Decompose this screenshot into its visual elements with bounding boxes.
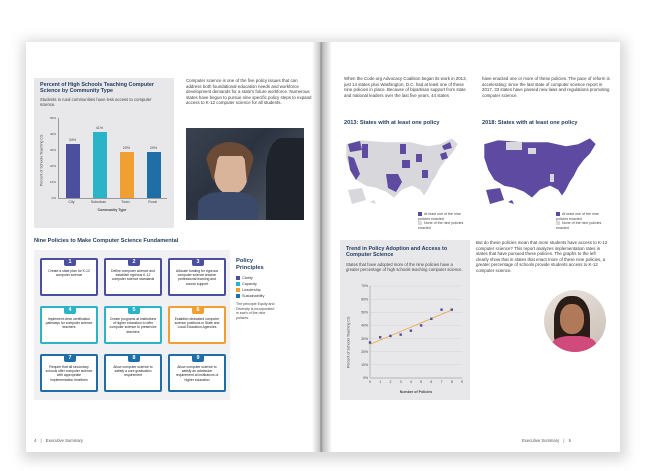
trend-ytick-label: 0% — [363, 376, 368, 381]
trend-line — [370, 310, 452, 344]
bar-category-label: Town — [121, 200, 130, 204]
legend-on-swatch — [556, 212, 560, 216]
state-ak-2013 — [348, 188, 366, 204]
policy-number: 1 — [64, 258, 76, 266]
right-intro-col1: When the Code.org Advocacy Coalition began its work in 2013, just 14 states plus Washington, D.C. had at least one of these nine policies in place. Because of bipartisan support from state and national leaders over the last five years, 44 states — [344, 76, 467, 98]
trend-chart-xlabel: Number of Policies — [399, 390, 433, 394]
map-2018-legend — [556, 212, 602, 230]
trend-point — [451, 308, 453, 310]
bar-ytick-label: 40% — [49, 132, 56, 136]
bar-chart-xaxis — [58, 200, 166, 206]
state-mt-2018 — [506, 142, 522, 150]
bar-ytick-label: 50% — [49, 116, 56, 120]
bar-chart-subtitle: Students in rural communities have less access to computer science. — [40, 97, 152, 108]
bar-value-label: 29% — [149, 145, 158, 150]
policy-card-3 — [168, 258, 226, 296]
trend-xtick-label: 0 — [369, 380, 371, 384]
policy-card-7 — [40, 354, 98, 392]
book-gutter — [312, 42, 332, 452]
trend-xtick-label: 3 — [399, 380, 402, 384]
state-hi-2013 — [370, 200, 376, 204]
principle-label: Sustainability — [242, 294, 265, 298]
policy-number: 8 — [128, 354, 140, 362]
left-footer: 4 | Executive Summary — [34, 438, 84, 443]
trend-chart-ylabel: Percent of Schools Teaching CS — [346, 316, 351, 369]
trend-xtick-label: 7 — [440, 380, 443, 384]
trend-ytick-label: 30% — [361, 336, 368, 341]
policy-text: Define computer science and establish rigorous K-12 computer science standards — [111, 269, 155, 282]
state-ms-2018 — [550, 174, 554, 182]
map-2018-title: 2018: States with at least one policy — [482, 120, 578, 126]
bar-suburban — [93, 132, 107, 198]
bar-rural — [147, 152, 161, 198]
bar-chart-xlabel: Community Type — [97, 208, 127, 212]
girl-face-shape — [560, 304, 584, 334]
trend-point — [379, 336, 381, 338]
bar-chart-title: Percent of High Schools Teaching Computer Science by Community Type — [40, 82, 155, 95]
map-2018 — [478, 130, 598, 212]
trend-xtick-label: 5 — [420, 380, 423, 384]
map-2013-legend-on: At least one of the nine policies enacted — [418, 212, 461, 221]
left-page-number: 4 — [34, 438, 37, 443]
trend-xtick-label: 8 — [450, 380, 453, 384]
trend-chart-subtitle: States that have adopted more of the nine policies have a greater percentage of high schools teaching computer science. — [346, 262, 463, 273]
principle-item — [236, 293, 306, 299]
bar-value-label: 29% — [122, 145, 131, 150]
us-outline-2018 — [484, 138, 596, 198]
bar-city — [66, 144, 80, 198]
trend-xtick-label: 9 — [461, 380, 463, 384]
trend-xtick-label: 2 — [389, 380, 392, 384]
state-mo-2013 — [402, 160, 410, 168]
bar-ytick-label: 0% — [51, 196, 56, 200]
policy-text: Allow computer science to satisfy a core graduation requirement — [113, 365, 153, 378]
student-shirt-shape — [198, 192, 258, 220]
bar-category-label: City — [68, 200, 75, 204]
bar-ytick-label: 10% — [49, 180, 56, 184]
student-photo — [186, 128, 304, 220]
policy-card-8 — [104, 354, 162, 392]
left-intro-text: Computer science is one of the five policy issues that can address both foundational education needs and workforce development demands for a state's future workforce. Numerous states have begun to pursue nine specific policy steps to expand access to K-12 computer science for all students. — [186, 78, 312, 106]
trend-point — [399, 333, 401, 335]
map-2013-legend — [418, 212, 464, 230]
state-ak-2018 — [486, 188, 504, 204]
policy-text: Implement clear certification pathways for computer science teachers — [45, 317, 93, 330]
legend-off-swatch — [418, 221, 422, 225]
bar-value-label: 41% — [95, 126, 104, 131]
policy-number: 5 — [128, 306, 140, 314]
trend-point — [440, 308, 442, 310]
principle-label: Capacity — [242, 282, 257, 286]
trend-point — [389, 335, 391, 337]
principle-swatch — [236, 294, 240, 298]
background-person-shape — [266, 138, 304, 220]
bar-town — [120, 152, 134, 198]
policy-text: Create programs at institutions of higher education to offer computer science to preservice teachers — [109, 317, 157, 334]
girl-photo — [544, 290, 606, 352]
bar-value-label: 34% — [68, 137, 77, 142]
policy-card-9 — [168, 354, 226, 392]
trend-point — [369, 341, 371, 343]
trend-chart-panel — [340, 240, 470, 400]
policy-card-2 — [104, 258, 162, 296]
bar-category-label: Rural — [148, 200, 157, 204]
trend-ytick-label: 10% — [361, 363, 368, 368]
right-page — [322, 42, 620, 452]
map-2013-title: 2013: States with at least one policy — [344, 120, 440, 126]
policy-number: 6 — [192, 306, 204, 314]
state-hi-2018 — [508, 200, 514, 204]
right-page-number: 5 — [568, 438, 572, 443]
policy-number: 2 — [128, 258, 140, 266]
policy-card-6 — [168, 306, 226, 344]
legend-off-swatch — [556, 221, 560, 225]
bar-chart-ylabel: Percent of Schools Teaching CS — [39, 134, 44, 187]
map-2013-legend-off: None of the nine policies enacted — [418, 221, 464, 230]
girl-shirt-shape — [552, 336, 596, 352]
policy-text: Establish dedicated computer science positions in State and Local Education Agencies — [174, 317, 220, 330]
principle-label: Leadership — [242, 288, 261, 292]
trend-ytick-label: 50% — [361, 310, 368, 315]
policy-card-4 — [40, 306, 98, 344]
principles-note: The principle Equity and Diversity is incorporated in each of the nine policies. — [236, 302, 275, 320]
map-2013 — [340, 130, 460, 212]
policies-grid — [34, 250, 230, 400]
map-2018-legend-on: At least one of the nine policies enacted — [556, 212, 599, 221]
policy-text: Create a state plan for K-12 computer science — [48, 269, 90, 278]
principle-label: Clarity — [242, 276, 253, 280]
trend-xtick-label: 4 — [409, 380, 412, 384]
left-page — [26, 42, 320, 452]
trend-chart-plot — [354, 284, 466, 388]
left-footer-label: Executive Summary — [45, 438, 84, 443]
trend-ytick-label: 40% — [361, 323, 368, 328]
state-id-2013 — [362, 144, 368, 158]
state-in-2013 — [416, 154, 422, 162]
bar-ytick-label: 30% — [49, 148, 56, 152]
policy-card-1 — [40, 258, 98, 296]
trend-chart-title: Trend in Policy Adoption and Access to Computer Science — [346, 246, 448, 259]
principle-swatch — [236, 288, 240, 292]
trend-ytick-label: 20% — [361, 349, 368, 354]
policy-text: Require that all secondary schools offer computer science with appropriate implementation timelines — [45, 365, 93, 382]
bar-chart-panel — [34, 78, 174, 228]
state-ga-2013 — [422, 170, 428, 178]
policy-text: Allow computer science to satisfy an admission requirement at institutions of higher education — [175, 365, 219, 382]
policy-principles — [236, 258, 306, 320]
right-footer: Executive Summary | 5 — [522, 438, 572, 443]
legend-on-swatch — [418, 212, 422, 216]
principle-swatch — [236, 276, 240, 280]
policies-heading: Nine Policies to Make Computer Science Fundamental — [34, 238, 179, 244]
right-footer-label: Executive Summary — [522, 438, 560, 443]
principle-swatch — [236, 282, 240, 286]
policy-number: 4 — [64, 306, 76, 314]
principles-legend — [236, 275, 306, 299]
trend-xtick-label: 6 — [430, 380, 433, 384]
trend-ytick-label: 60% — [361, 297, 368, 302]
map-2018-legend-off: None of the nine policies enacted — [556, 221, 602, 230]
bar-ytick-label: 20% — [49, 164, 56, 168]
trend-ytick-label: 70% — [361, 284, 368, 289]
state-mn-2013 — [400, 144, 406, 154]
trend-xtick-label: 1 — [379, 380, 382, 384]
policy-card-5 — [104, 306, 162, 344]
policy-number: 9 — [192, 354, 204, 362]
trend-point — [430, 318, 432, 320]
trend-point — [410, 329, 412, 331]
policy-number: 3 — [192, 258, 204, 266]
right-body-text: But do these policies mean that more students have access to K-12 computer science? This report analyzes implementation rates in states that have pursued these policies. The graphs to the left clearly show that in states that enact more of these nine policies, a greater percentage of schools provide students access to K-12 computer science. — [476, 240, 608, 273]
student-face-shape — [214, 150, 248, 194]
right-intro-col2: have enacted one or more of these policies. The pace of reform is accelerating: since the last state of computer science report in 2017, 33 states have passed new laws and regulations promoting computer science. — [482, 76, 610, 98]
bar-category-label: Suburban — [90, 200, 107, 204]
bar-chart-yaxis — [46, 118, 56, 198]
state-sd-2018 — [528, 148, 536, 154]
bar-chart-plot — [58, 118, 167, 199]
policy-text: Allocate funding for rigorous computer science teacher professional learning and course support — [175, 269, 219, 286]
policy-number: 7 — [64, 354, 76, 362]
principles-title: Policy Principles — [236, 258, 264, 271]
trend-point — [420, 324, 422, 326]
